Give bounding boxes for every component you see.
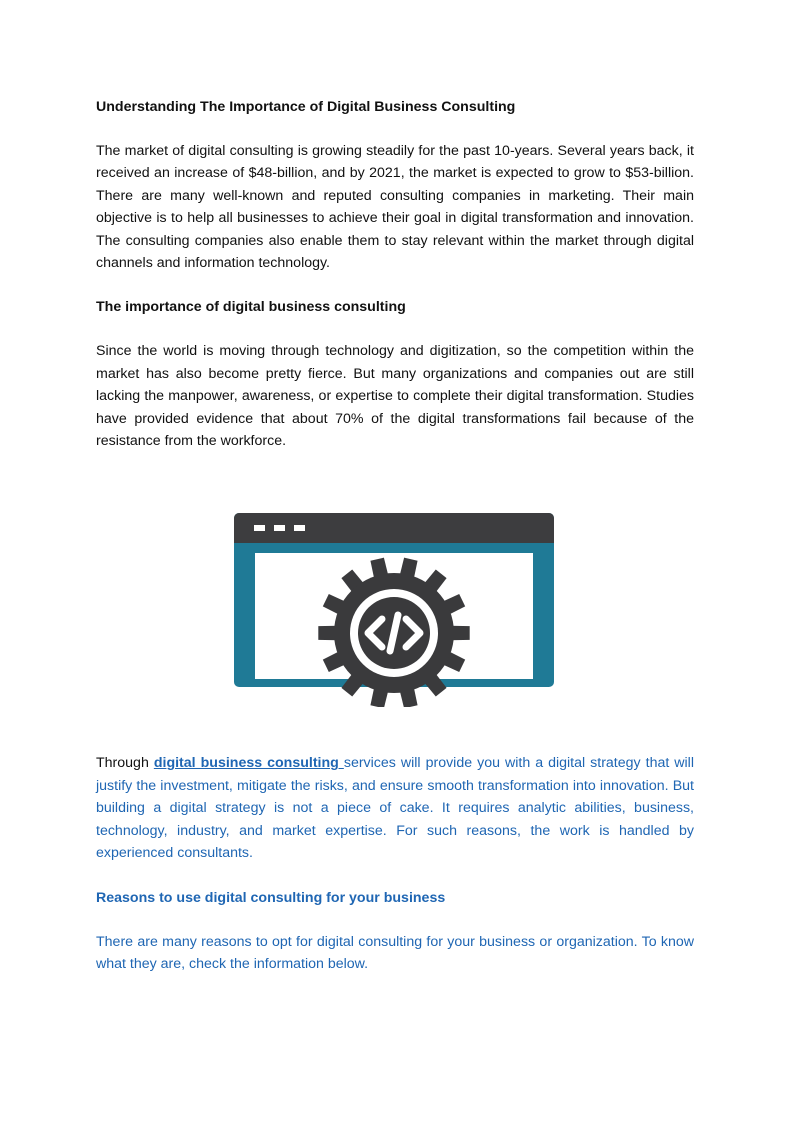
section-heading-importance: The importance of digital business consulting: [96, 299, 406, 316]
paragraph-lead-text: Through: [96, 755, 154, 772]
browser-window-gear-code-icon: [234, 513, 556, 707]
paragraph-competition: Since the world is moving through technology and digitization, so the competition within the market has also become pretty fierce. But many organizations and companies out are still lacking the manpower, awareness, or expertise to complete their digital transformation. Studies have provided evidence that about 70% of the digital transformations fail because of the resistance from the workforce.: [96, 343, 694, 450]
document-body: [96, 96, 694, 975]
digital-business-consulting-link[interactable]: digital business consulting: [153, 755, 344, 772]
paragraph-reasons-intro: There are many reasons to opt for digital consulting for your business or organization. To know what they are, check the information below.: [96, 933, 694, 972]
paragraph-market-growth: The market of digital consulting is growing steadily for the past 10-years. Several years back, it received an increase of $48-billion, and by 2021, the market is expected to grow to $53-billion. There are many well-known and reputed consulting companies in marketing. Their main objective is to help all businesses to achieve their goal in digital transformation and innovation. The consulting companies also enable them to stay relevant within the market through digital channels and information technology.: [96, 143, 694, 272]
window-dot-icon: [274, 525, 285, 531]
paragraph-rest-text: services will provide you with a digital strategy that will justify the investment, mitigate the risks, and ensure smooth transformation into innovation. But building a digital strategy is not a piece of cake. It requires analytic abilities, business, technology, industry, and market expertise. For such reasons, the work is handled by experienced consultants.: [96, 755, 694, 862]
illustration-container: [96, 452, 694, 752]
section-heading-reasons: Reasons to use digital consulting for your business: [96, 889, 446, 906]
window-dot-icon: [254, 525, 265, 531]
window-dot-icon: [294, 525, 305, 531]
paragraph-digital-strategy: [96, 752, 694, 864]
document-title: Understanding The Importance of Digital Business Consulting: [96, 99, 516, 115]
